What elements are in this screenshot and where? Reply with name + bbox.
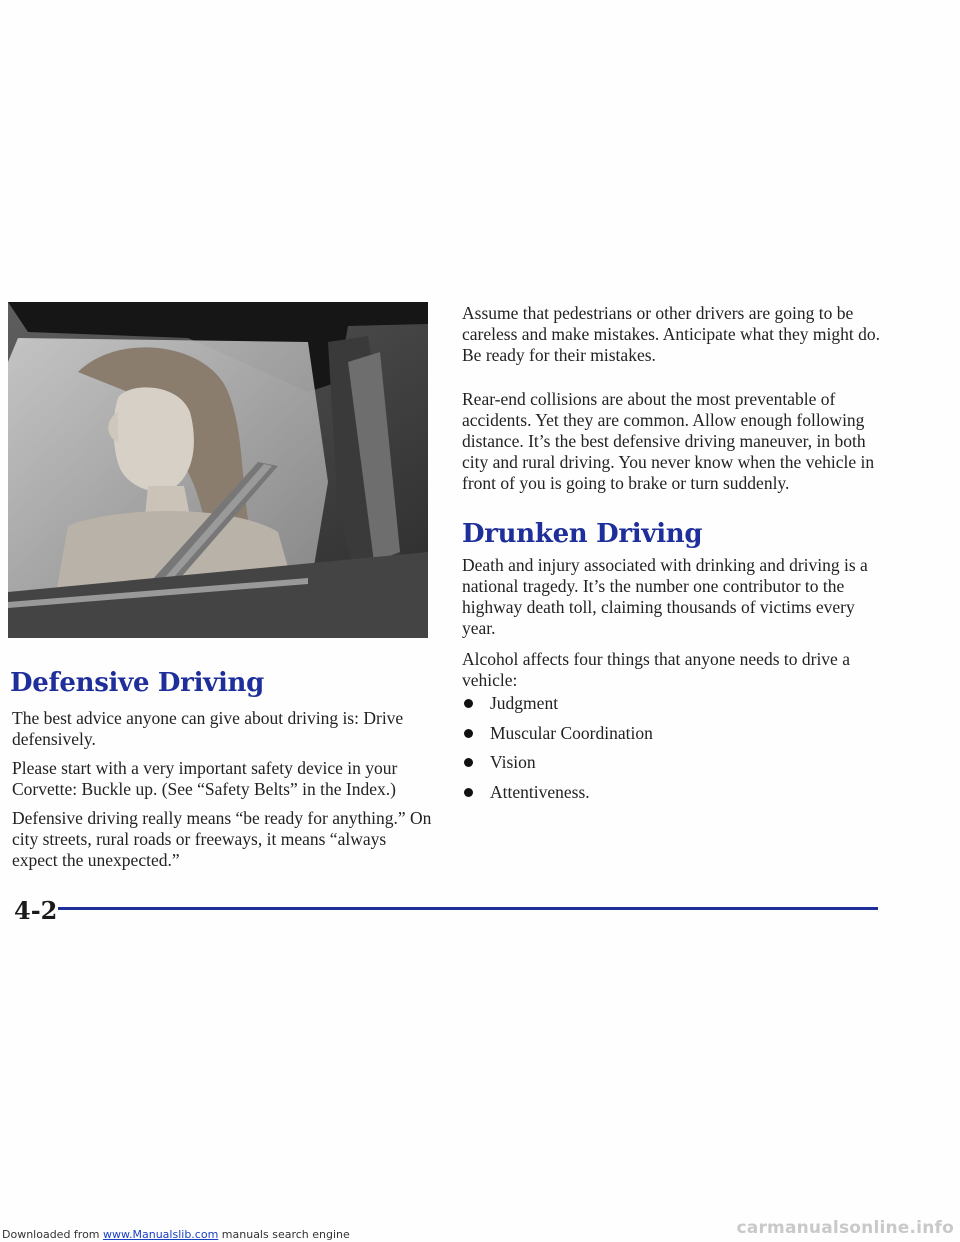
list-item	[462, 693, 653, 723]
download-banner	[2, 1228, 350, 1241]
section-heading-defensive-driving: Defensive Driving	[10, 668, 265, 698]
banner-prefix: Downloaded from	[2, 1228, 100, 1241]
page-number: 4-2	[14, 896, 58, 925]
list-item-label: Vision	[490, 752, 536, 772]
driver-with-seatbelt-illustration	[8, 302, 428, 638]
bullet-icon	[464, 788, 473, 797]
paragraph: Assume that pedestrians or other drivers are going to be careless and make mistakes. Anticipate what they might do. Be ready for their mistakes.	[462, 303, 880, 365]
footer-rule	[58, 907, 878, 910]
site-watermark: carmanualsonline.info	[736, 1218, 954, 1238]
paragraph: Alcohol affects four things that anyone needs to drive a vehicle:	[462, 649, 850, 690]
section-heading-drunken-driving: Drunken Driving	[462, 519, 703, 549]
alcohol-effects-list	[462, 693, 653, 811]
list-item-label: Attentiveness.	[490, 781, 590, 802]
bullet-icon	[464, 699, 473, 708]
list-item	[462, 752, 653, 782]
list-item-label: Muscular Coordination	[490, 722, 653, 743]
paragraph: Death and injury associated with drinking and driving is a national tragedy. It’s the number one contributor to the highway death toll, claiming thousands of victims every year.	[462, 555, 868, 638]
list-item-label: Judgment	[490, 693, 559, 713]
paragraph: The best advice anyone can give about driving is: Drive defensively.	[12, 708, 404, 749]
banner-suffix: manuals search engine	[221, 1228, 350, 1241]
paragraph: Please start with a very important safety device in your Corvette: Buckle up. (See “Safety Belts” in the Index.)	[12, 758, 398, 799]
paragraph: Rear-end collisions are about the most preventable of accidents. Yet they are common. Allow enough following distance. It’s the best defensive driving maneuver, in both city and rural driving. You never know when the vehicle in front of you is going to brake or turn suddenly.	[462, 389, 875, 493]
bullet-icon	[464, 758, 473, 767]
bullet-icon	[464, 729, 473, 738]
list-item	[462, 782, 653, 812]
paragraph: Defensive driving really means “be ready for anything.” On city streets, rural roads or freeways, it means “always expect the unexpected.”	[12, 808, 432, 870]
illustration-artwork	[8, 302, 428, 638]
manualslib-link[interactable]: www.Manualslib.com	[103, 1228, 219, 1241]
list-item	[462, 723, 653, 753]
